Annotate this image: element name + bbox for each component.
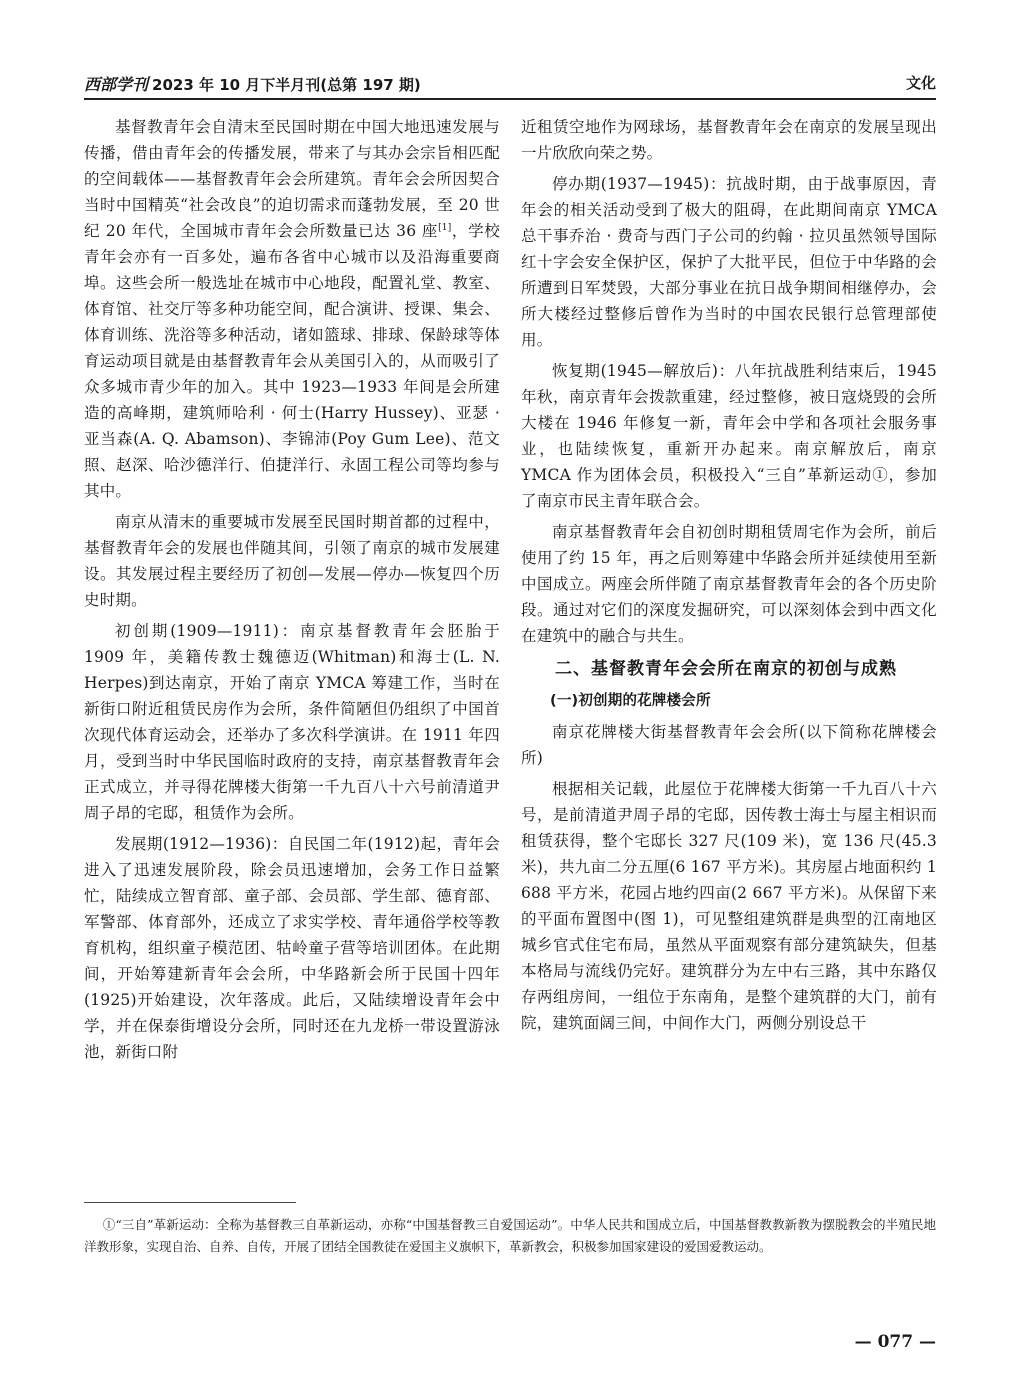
page-header	[84, 72, 936, 100]
footnote-divider	[84, 1202, 296, 1203]
paragraph: 南京花牌楼大街基督教青年会会所(以下简称花牌楼会所)	[521, 723, 937, 767]
left-column	[84, 114, 500, 1065]
journal-masthead	[84, 72, 421, 95]
paragraph: 基督教青年会自清末至民国时期在中国大地迅速发展与传播，借由青年会的传播发展，带来了与其办会宗旨相匹配的空间载体——基督教青年会会所建筑。青年会会所因契合当时中国精英“社会改良”的迫切需求而蓬勃发展，至 20 世纪 20 年代，全国城市青年会会所数量已达 36 座[1]，学校青年会亦有一百多处，遍布各省中心城市以及沿海重要商埠。这些会所一般选址在城市中心地段，配置礼堂、教室、体育馆、社交厅等多种功能空间，配合演讲、授课、集会、体育训练、洗浴等多种活动，诸如篮球、排球、保龄球等体育运动项目就是由基督教青年会从美国引入的，从而吸引了众多城市青少年的加入。其中 1923—1933 年间是会所建造的高峰期，建筑师哈利 · 何士(Harry Hussey)、亚瑟 · 亚当森(A. Q. Abamson)、李锦沛(Poy Gum Lee)、范文照、赵深、哈沙德洋行、伯捷洋行、永固工程公司等均参与其中。	[84, 118, 500, 500]
page-number: — 077 —	[854, 1332, 936, 1352]
paragraph: 根据相关记载，此屋位于花牌楼大街第一千九百八十六号，是前清道尹周子昂的宅邸，因传教士海士与屋主相识而租赁获得，整个宅邸长 327 尺(109 米)，宽 136 尺(45.3 米)，共九亩二分五厘(6 167 平方米)。其房屋占地面积约 1 688 平方米，花园占地约四亩(2 667 平方米)。从保留下来的平面布置图中(图 1)，可见整组建筑群是典型的江南地区城乡官式住宅布局，虽然从平面观察有部分建筑缺失，但基本格局与流线仍完好。建筑群分为左中右三路，其中东路仅存两组房间，一组位于东南角，是整个建筑群的大门，前有院，建筑面阔三间，中间作大门，两侧分别设总干	[521, 780, 937, 1032]
citation-marker: [1]	[438, 222, 452, 233]
paragraph: 近租赁空地作为网球场，基督教青年会在南京的发展呈现出一片欣欣向荣之势。	[521, 118, 937, 162]
paragraph: 南京从清末的重要城市发展至民国时期首都的过程中，基督教青年会的发展也伴随其间，引领了南京的城市发展建设。其发展过程主要经历了初创—发展—停办—恢复四个历史时期。	[84, 513, 500, 609]
footnote: ①“三自”革新运动：全称为基督教三自革新运动，亦称“中国基督教三自爱国运动”。中华人民共和国成立后，中国基督教教新教为摆脱教会的半殖民地洋教形象，实现自治、自养、自传，开展了团结全国教徒在爱国主义旗帜下，革新教会，积极参加国家建设的爱国爱教运动。	[84, 1217, 936, 1254]
issue-info: 2023 年 10 月下半月刊(总第 197 期)	[152, 76, 421, 94]
header-divider	[84, 98, 936, 100]
right-column	[521, 114, 937, 1036]
section-heading: 二、基督教青年会会所在南京的初创与成熟	[555, 659, 897, 679]
paragraph: 恢复期(1945—解放后)：八年抗战胜利结束后，1945 年秋，南京青年会拨款重建，经过整修，被日寇烧毁的会所大楼在 1946 年修复一新，青年会中学和各项社会服务事业，也陆续恢复，重新开办起来。南京解放后，南京 YMCA 作为团体会员，积极投入“三自”革新运动①，参加了南京市民主青年联合会。	[521, 362, 937, 510]
paragraph: 发展期(1912—1936)：自民国二年(1912)起，青年会进入了迅速发展阶段，除会员迅速增加，会务工作日益繁忙，陆续成立智育部、童子部、会员部、学生部、德育部、军警部、体育部外，还成立了求实学校、青年通俗学校等教育机构，组织童子模范团、牯岭童子营等培训团体。在此期间，开始筹建新青年会会所，中华路新会所于民国十四年(1925)开始建设，次年落成。此后，又陆续增设青年会中学，并在保泰街增设分会所，同时还在九龙桥一带设置游泳池，新街口附	[84, 835, 500, 1061]
subsection-heading: (一)初创期的花牌楼会所	[550, 693, 711, 709]
journal-logo: 西部学刊	[84, 75, 149, 94]
paragraph: 初创期(1909—1911)：南京基督教青年会胚胎于 1909 年，美籍传教士魏德迈(Whitman)和海士(L. N. Herpes)到达南京，开始了南京 YMCA 筹建工作，当时在新街口附近租赁民房作为会所，条件简陋但仍组织了中国首次现代体育运动会，还举办了多次科学演讲。在 1911 年四月，受到当时中华民国临时政府的支持，南京基督教青年会正式成立，并寻得花牌楼大街第一千九百八十六号前清道尹周子昂的宅邸，租赁作为会所。	[84, 622, 500, 822]
paragraph: 南京基督教青年会自初创时期租赁周宅作为会所，前后使用了约 15 年，再之后则筹建中华路会所并延续使用至新中国成立。两座会所伴随了南京基督教青年会的各个历史阶段。通过对它们的深度发掘研究，可以深刻体会到中西文化在建筑中的融合与共生。	[521, 523, 937, 645]
section-label: 文化	[905, 74, 936, 92]
paragraph: 停办期(1937—1945)：抗战时期，由于战事原因，青年会的相关活动受到了极大的阻碍，在此期间南京 YMCA 总干事乔治 · 费奇与西门子公司的约翰 · 拉贝虽然领导国际红十字会安全保护区，保护了大批平民，但位于中华路的会所遭到日军焚毁，大部分事业在抗日战争期间相继停办，会所大楼经过整修后曾作为当时的中国农民银行总管理部使用。	[521, 175, 937, 349]
